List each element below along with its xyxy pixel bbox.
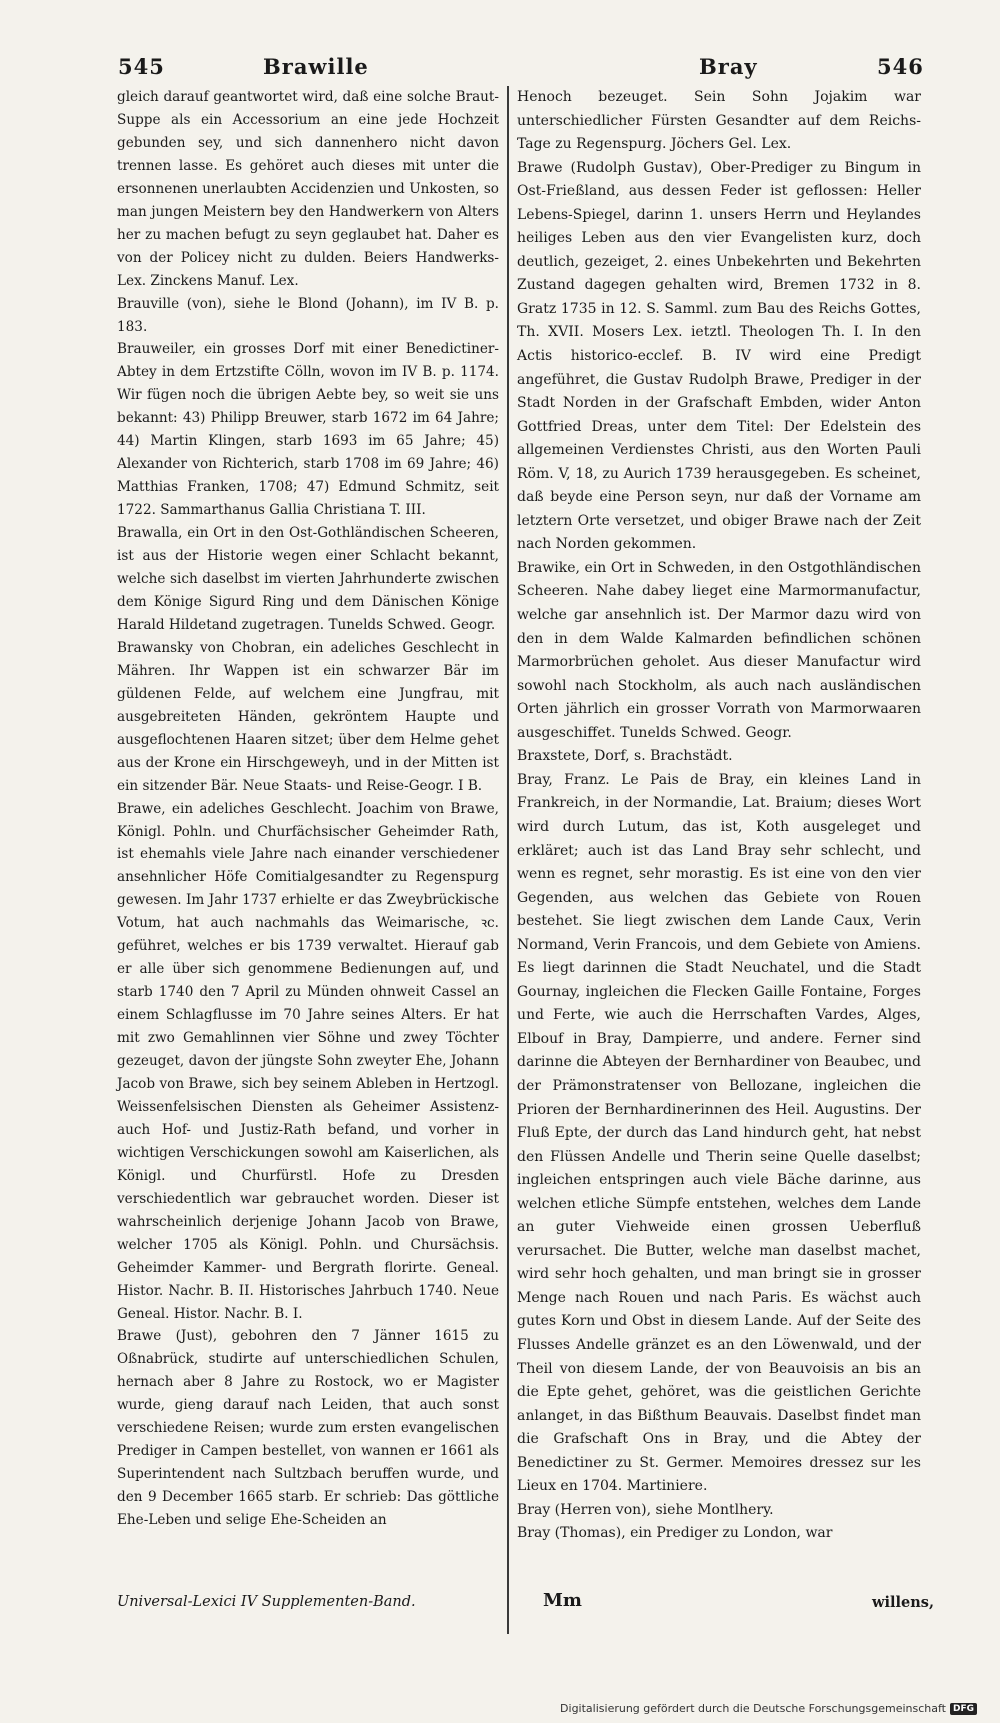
entry-paragraph: Brawansky von Chobran, ein adeliches Geschlecht in Mähren. Ihr Wappen ist ein schwarzer Bär im güldenen Felde, auf welchem eine Jungfrau, mit ausgebreiteten Händen, gekröntem Haupte und ausgeflochtenen Haaren sitzet; über dem Helme gehet aus der Krone ein Hirschgeweyh, und in der Mitten ist ein sitzender Bär. Neue Staats- und Reise-Geogr. I B. [117, 639, 499, 794]
text-column-right [517, 86, 921, 1546]
entry-paragraph: Brawike, ein Ort in Schweden, in den Ostgothländischen Scheeren. Nahe dabey lieget eine Marmormanufactur, welche gar ansehnlich ist. Der Marmor dazu wird von den in dem Walde Kalmarden befindlichen schönen Marmorbrüchen geholet. Aus dieser Manufactur wird sowohl nach Stockholm, als auch nach ausländischen Orten jährlich ein grosser Vorrath von Marmorwaaren ausgeschiffet. Tunelds Schwed. Geogr. [517, 559, 921, 741]
running-head-left: Brawille [263, 54, 369, 79]
text-column-left [117, 86, 499, 1532]
page-number-right: 546 [877, 54, 924, 79]
column-divider [507, 86, 509, 1634]
entry-paragraph: Bray (Thomas), ein Prediger zu London, war [517, 1525, 833, 1542]
entry-paragraph: Brawe (Just), gebohren den 7 Jänner 1615 zu Oßnabrück, studirte auf unterschiedlichen Schulen, hernach aber 8 Jahre zu Rostock, wo er Magister wurde, gieng darauf nach Leiden, that auch sonst verschiedene Reisen; wurde zum ersten evangelischen Prediger in Campen bestellet, von wannen er 1661 als Superintendent nach Sultzbach beruffen wurde, und den 9 December 1665 starb. Er schrieb: Das göttliche Ehe-Leben und selige Ehe-Scheiden an [117, 1328, 499, 1529]
entry-paragraph: Brauville (von), siehe le Blond (Johann), im IV B. p. 183. [117, 295, 499, 335]
entry-paragraph: Henoch bezeuget. Sein Sohn Jojakim war unterschiedlicher Fürsten Gesandter auf dem Reichs-Tage zu Regenspurg. Jöchers Gel. Lex. [517, 89, 921, 153]
entry-paragraph: Brawe, ein adeliches Geschlecht. Joachim von Brawe, Königl. Pohln. und Churfächsischer Geheimder Rath, ist ehemahls viele Jahre nach einander verschiedener ansehnlicher Höfe Comitialgesandter zu Regenspurg gewesen. Im Jahr 1737 erhielte er das Zweybrückische Votum, hat auch nachmahls das Weimarische, ꝛc. geführet, welches er bis 1739 verwaltet. Hierauf gab er alle über sich genommene Bedienungen auf, und starb 1740 den 7 April zu Münden ohnweit Cassel an einem Schlagflusse im 70 Jahre seines Alters. Er hat mit zwo Gemahlinnen vier Söhne und zwey Töchter gezeuget, davon der jüngste Sohn zweyter Ehe, Johann Jacob von Brawe, sich bey seinem Ableben in Hertzogl. Weissenfelsischen Diensten als Geheimer Assistenz- auch Hof- und Justiz-Rath befand, und vorher in wichtigen Verschickungen sowohl am Kaiserlichen, als Königl. und Churfürstl. Hofe zu Dresden verschiedentlich war gebrauchet worden. Dieser ist wahrscheinlich derjenige Johann Jacob von Brawe, welcher 1705 als Königl. Pohln. und Chursächsis. Geheimder Kammer- und Bergrath florirte. Geneal. Histor. Nachr. B. II. Historisches Jahrbuch 1740. Neue Geneal. Histor. Nachr. B. I. [117, 800, 499, 1322]
running-head-right: Bray [699, 54, 758, 79]
entry-paragraph: Bray (Herren von), siehe Montlhery. [517, 1501, 774, 1518]
entry-paragraph: Braxstete, Dorf, s. Brachstädt. [517, 748, 733, 765]
entry-paragraph: Bray, Franz. Le Pais de Bray, ein kleines Land in Frankreich, in der Normandie, Lat. Braium; dieses Wort wird durch Lutum, das ist, Koth ausgeleget und erkläret; auch ist das Land Bray sehr schlecht, und wenn es regnet, sehr morastig. Es ist eine von den vier Gegenden, aus welchen das Gebiete von Rouen bestehet. Sie liegt zwischen dem Lande Caux, Verin Normand, Verin Francois, und dem Gebiete von Amiens. Es liegt darinnen die Stadt Neuchatel, und die Stadt Gournay, ingleichen die Flecken Gaille Fontaine, Forges und Ferte, wie auch die Herrschaften Vardes, Alges, Elbouf in Bray, Dampierre, und andere. Ferner sind darinne die Abteyen der Bernhardiner von Beaubec, und der Prämonstratenser von Bellozane, ingleichen die Prioren der Bernhardinerinnen des Heil. Augustins. Der Fluß Epte, der durch das Land hindurch geht, hat nebst den Flüssen Andelle und Therin seine Quelle daselbst; ingleichen entspringen auch viele Bäche darinne, aus welchen etliche Sümpfe entstehen, welches dem Lande an guter Viehweide einen grossen Ueberfluß verursachet. Die Butter, welche man daselbst machet, wird sehr hoch gehalten, und man bringt sie in grosser Menge nach Rouen und nach Paris. Es wächst auch gutes Korn und Obst in diesem Lande. Auf der Seite des Flusses Andelle gränzet es an den Löwenwald, und der Theil von diesem Lande, der von Beauvoisis an bis an die Epte gehet, gehöret, was die geistlichen Gerichte anlanget, in das Bißthum Beauvais. Daselbst findet man die Grafschaft Ons in Bray, und die Abtey der Benedictiner zu St. Germer. Memoires dressez sur les Lieux en 1704. Martiniere. [517, 771, 921, 1495]
entry-paragraph: Brawalla, ein Ort in den Ost-Gothländischen Scheeren, ist aus der Historie wegen einer Schlacht bekannt, welche sich daselbst im vierten Jahrhunderte zwischen dem Könige Sigurd Ring und dem Dänischen Könige Harald Hildetand zugetragen. Tunelds Schwed. Geogr. [117, 525, 499, 633]
entry-paragraph: Brauweiler, ein grosses Dorf mit einer Benedictiner-Abtey in dem Ertzstifte Cölln, wovon im IV B. p. 1174. Wir fügen noch die übrigen Aebte bey, so weit sie uns bekannt: 43) Philipp Breuwer, starb 1672 im 64 Jahre; 44) Martin Klingen, starb 1693 im 65 Jahre; 45) Alexander von Richterich, starb 1708 im 69 Jahre; 46) Matthias Franken, 1708; 47) Edmund Schmitz, seit 1722. Sammarthanus Gallia Christiana T. III. [117, 341, 499, 519]
digitization-credit [560, 1702, 977, 1715]
entry-paragraph: Brawe (Rudolph Gustav), Ober-Prediger zu Bingum in Ost-Frießland, aus dessen Feder ist geflossen: Heller Lebens-Spiegel, darinn 1. unsers Herrn und Heylandes heiliges Leben aus den vier Evangelisten kurz, doch deutlich, gezeiget, 2. eines Unbekehrten und Bekehrten Zustand dagegen gehalten wird, Bremen 1732 in 8. Gratz 1735 in 12. S. Samml. zum Bau des Reichs Gottes, Th. XVII. Mosers Lex. ietztl. Theologen Th. I. In den Actis historico-ecclef. B. IV wird eine Predigt angeführet, die Gustav Rudolph Brawe, Prediger in der Stadt Norden in der Grafschaft Embden, wider Anton Gottfried Dreas, unter dem Titel: Der Edelstein des allgemeinen Verdienstes Christi, aus den Worten Pauli Röm. V, 18, zu Aurich 1739 herausgegeben. Es scheinet, daß beyde eine Person seyn, nur daß der Vorname am letztern Orte versetzet, und obiger Brawe nach der Zeit nach Norden gekommen. [517, 159, 921, 553]
digitization-credit-text: Digitalisierung gefördert durch die Deutsche Forschungsgemeinschaft [560, 1702, 946, 1715]
footer-catchword: willens, [872, 1594, 934, 1611]
footer-volume-title: Universal-Lexici IV Supplementen-Band. [117, 1594, 416, 1610]
entry-paragraph: gleich darauf geantwortet wird, daß eine solche Braut-Suppe als ein Accessorium an eine jede Hochzeit gebunden sey, und sich dannenhero nicht davon trennen lasse. Es gehöret auch dieses mit unter die ersonnenen unerlaubten Accidenzien und Unkosten, so man jungen Meistern bey den Handwerkern von Alters her zu machen befugt zu seyn geglaubet hat. Daher es von der Policey nicht zu dulden. Beiers Handwerks-Lex. Zinckens Manuf. Lex. [117, 89, 499, 289]
page-number-left: 545 [118, 54, 165, 79]
footer-signature-mark: Mm [543, 1590, 582, 1611]
dfg-logo: DFG [950, 1703, 977, 1715]
